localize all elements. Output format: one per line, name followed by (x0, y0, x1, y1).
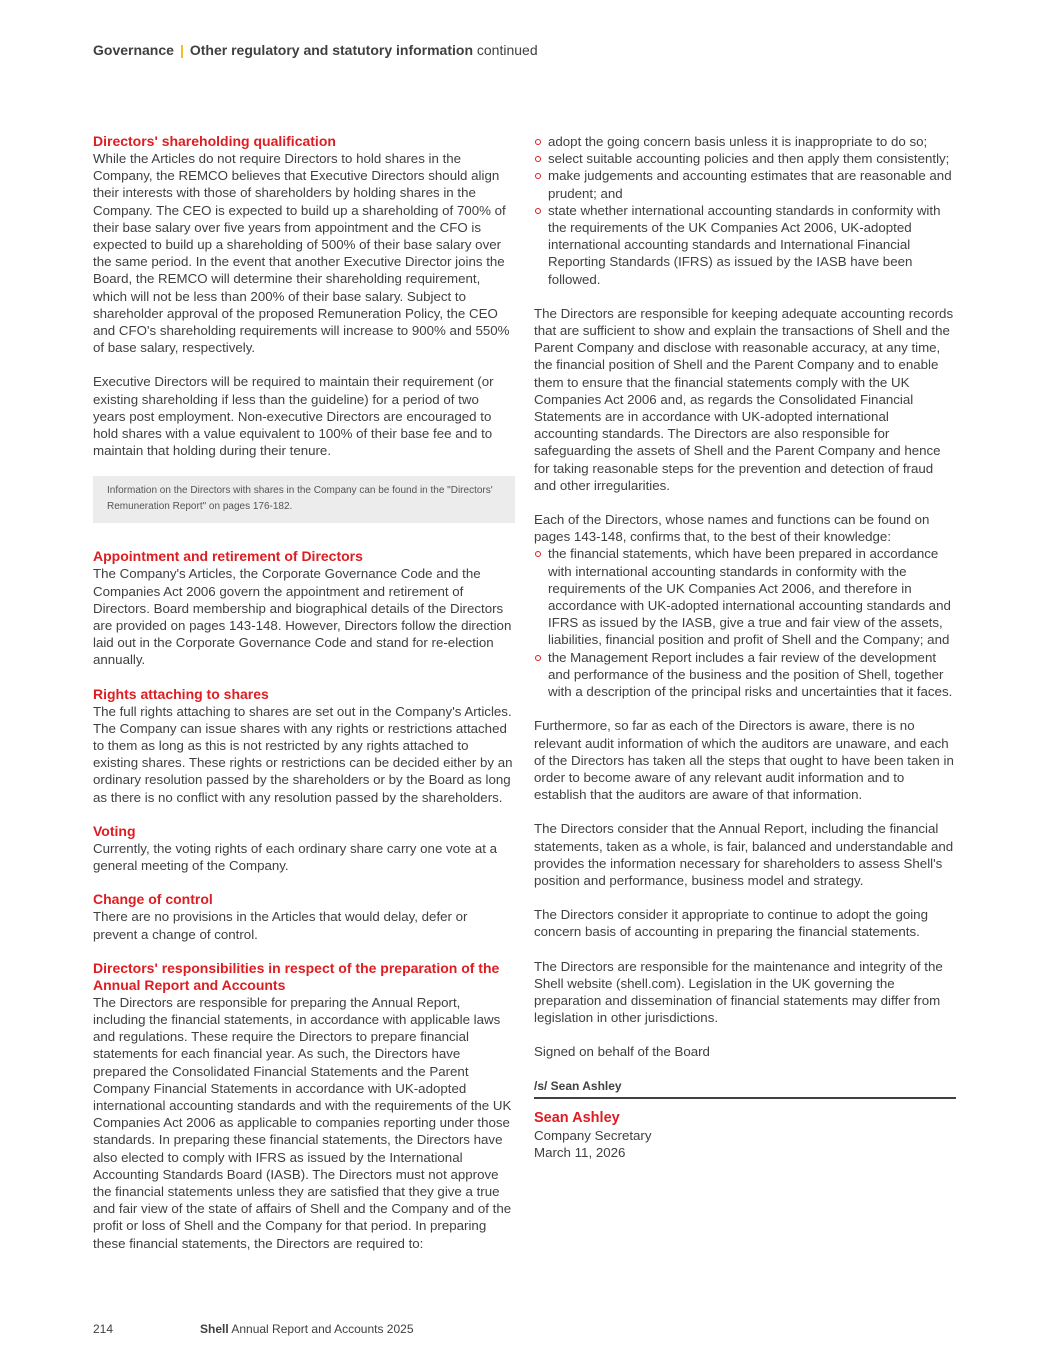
header-title: Other regulatory and statutory information (189, 42, 473, 58)
signatory-name: Sean Ashley (534, 1109, 620, 1126)
signatory-role: Company Secretary (534, 1127, 652, 1143)
paragraph: The Directors consider it appropriate to continue to adopt the going concern basis of accounting in preparing the financial statements. (534, 907, 928, 940)
page-number: 214 (93, 1322, 114, 1336)
paragraph: While the Articles do not require Directors to hold shares in the Company, the REMCO believes that Executive Directors should align their interests with those of shareholders by holding shares in the Company. The CEO is expected to build up a shareholding of 700% of their base salary over five years from appointment and the CFO is expected to build up a shareholding of 500% of their base salary over the same period. In the event that another Executive Director joins the Board, the REMCO will determine their shareholding requirement, which will not be less than 200% of their base salary. Subject to shareholder approval of the proposed Remuneration Policy, the CEO and CFO's shareholding requirements will increase to 900% and 550% of base salary, respectively. (93, 151, 510, 356)
footer-title: Annual Report and Accounts 2025 (231, 1322, 414, 1336)
signature-date: March 11, 2026 (534, 1144, 626, 1160)
signed-on-behalf: Signed on behalf of the Board (534, 1044, 710, 1060)
header-section: Governance (93, 42, 174, 58)
confirmations-list (534, 545, 956, 700)
paragraph: The full rights attaching to shares are set out in the Company's Articles. The Company can issue shares with any rights or restrictions attached to them as long as this is not restricted by any rights attached to existing shares. These rights or restrictions can be decided either by an ordinary resolution passed by the shareholders or by the Board as long as there is no conflict with any resolution passed by the shareholders. (93, 703, 513, 805)
paragraph: Furthermore, so far as each of the Directors is aware, there is no relevant audit information of which the auditors are unaware, and each of the Directors has taken all the steps that ought to have been taken in order to become aware of any relevant audit information and to establish that the auditors are aware of that information. (534, 718, 954, 803)
heading-appointment-retirement: Appointment and retirement of Directors (93, 548, 363, 565)
info-note: Information on the Directors with shares in the Company can be found in the "Directors' Remuneration Report" on pages 176-182. (93, 476, 515, 523)
list-item: state whether international accounting standards in conformity with the requirements of the UK Companies Act 2006, UK-adopted international accounting standards and International Financial Reporting Standards (IFRS) as issued by the IASB have been followed. (534, 202, 956, 288)
left-column (93, 133, 515, 1269)
heading-change-of-control: Change of control (93, 891, 213, 908)
right-column (534, 133, 956, 1161)
paragraph: The Directors consider that the Annual Report, including the financial statements, taken as a whole, is fair, balanced and understandable and provides the information necessary for shareholders to assess Shell's position and performance, business model and strategy. (534, 821, 954, 888)
footer-brand: Shell (200, 1322, 229, 1336)
list-item: adopt the going concern basis unless it is inappropriate to do so; (534, 133, 956, 150)
list-item: the financial statements, which have been prepared in accordance with international accounting standards in conformity with the requirements of the UK Companies Act 2006, and therefore in accordance with UK-adopted international accounting standards and IFRS as issued by the IASB, give a true and fair view of the assets, liabilities, financial position and profit of Shell and the Company; and (534, 545, 956, 648)
paragraph: The Directors are responsible for keeping adequate accounting records that are sufficient to show and explain the transactions of Shell and the Parent Company and disclose with reasonable accuracy, at any time, the financial position of Shell and the Parent Company and to enable them to ensure that the financial statements comply with the UK Companies Act 2006 and, as regards the Consolidated Financial Statements are in accordance with UK-adopted international accounting standards. The Directors are also responsible for safeguarding the assets of Shell and the Parent Company and hence for taking reasonable steps for the prevention and detection of fraud and other irregularities. (534, 305, 954, 493)
signature-line: /s/ Sean Ashley (534, 1078, 956, 1099)
page-footer (93, 1322, 414, 1336)
page-header (93, 42, 538, 58)
heading-rights-attaching: Rights attaching to shares (93, 685, 269, 702)
header-separator: | (179, 42, 184, 58)
heading-voting: Voting (93, 822, 136, 839)
heading-directors-responsibilities: Directors' responsibilities in respect of the preparation of the Annual Report and Accounts (93, 959, 500, 993)
paragraph: Executive Directors will be required to maintain their requirement (or existing shareholding if less than the guideline) for a period of two years post employment. Non-executive Directors are encouraged to hold shares with a value equivalent to 100% of their base fee and to maintain that holding during their tenure. (93, 374, 494, 459)
footer-publication (200, 1322, 414, 1336)
list-item: select suitable accounting policies and then apply them consistently; (534, 150, 956, 167)
paragraph: The Directors are responsible for preparing the Annual Report, including the financial statements, in accordance with applicable laws and regulations. These require the Directors to prepare financial statements for each financial year. As such, the Directors have prepared the Consolidated Financial Statements and the Parent Company Financial Statements in accordance with UK-adopted international accounting standards and with the requirements of the UK Companies Act 2006 as applicable to companies reporting under those standards. In preparing these financial statements, the Directors have also elected to comply with IFRS as issued by the International Accounting Standards Board (IASB). The Directors must not approve the financial statements unless they are satisfied that they give a true and fair view of the state of affairs of Shell and the Company and of the profit or loss of Shell and the Company for that period. In preparing these financial statements, the Directors are required to: (93, 994, 512, 1251)
paragraph: The Directors are responsible for the maintenance and integrity of the Shell website (shell.com). Legislation in the UK governing the preparation and dissemination of financial statements may differ from legislation in other jurisdictions. (534, 958, 943, 1026)
list-item: the Management Report includes a fair review of the development and performance of the business and the position of Shell, together with a description of the principal risks and uncertainties that it faces. (534, 649, 956, 701)
paragraph: Each of the Directors, whose names and functions can be found on pages 143-148, confirms that, to the best of their knowledge: (534, 512, 930, 545)
header-suffix: continued (476, 42, 538, 58)
list-item: make judgements and accounting estimates that are reasonable and prudent; and (534, 167, 956, 201)
requirements-list (534, 133, 956, 288)
paragraph: The Company's Articles, the Corporate Governance Code and the Companies Act 2006 govern the appointment and retirement of Directors. Board membership and biographical details of the Directors are provided on pages 143-148. However, Directors follow the direction laid out in the Corporate Governance Code and stand for re-election annually. (93, 566, 512, 668)
paragraph: There are no provisions in the Articles that would delay, defer or prevent a change of control. (93, 909, 468, 942)
paragraph: Currently, the voting rights of each ordinary share carry one vote at a general meeting of the Company. (93, 840, 498, 874)
heading-shareholding-qualification: Directors' shareholding qualification (93, 133, 336, 149)
